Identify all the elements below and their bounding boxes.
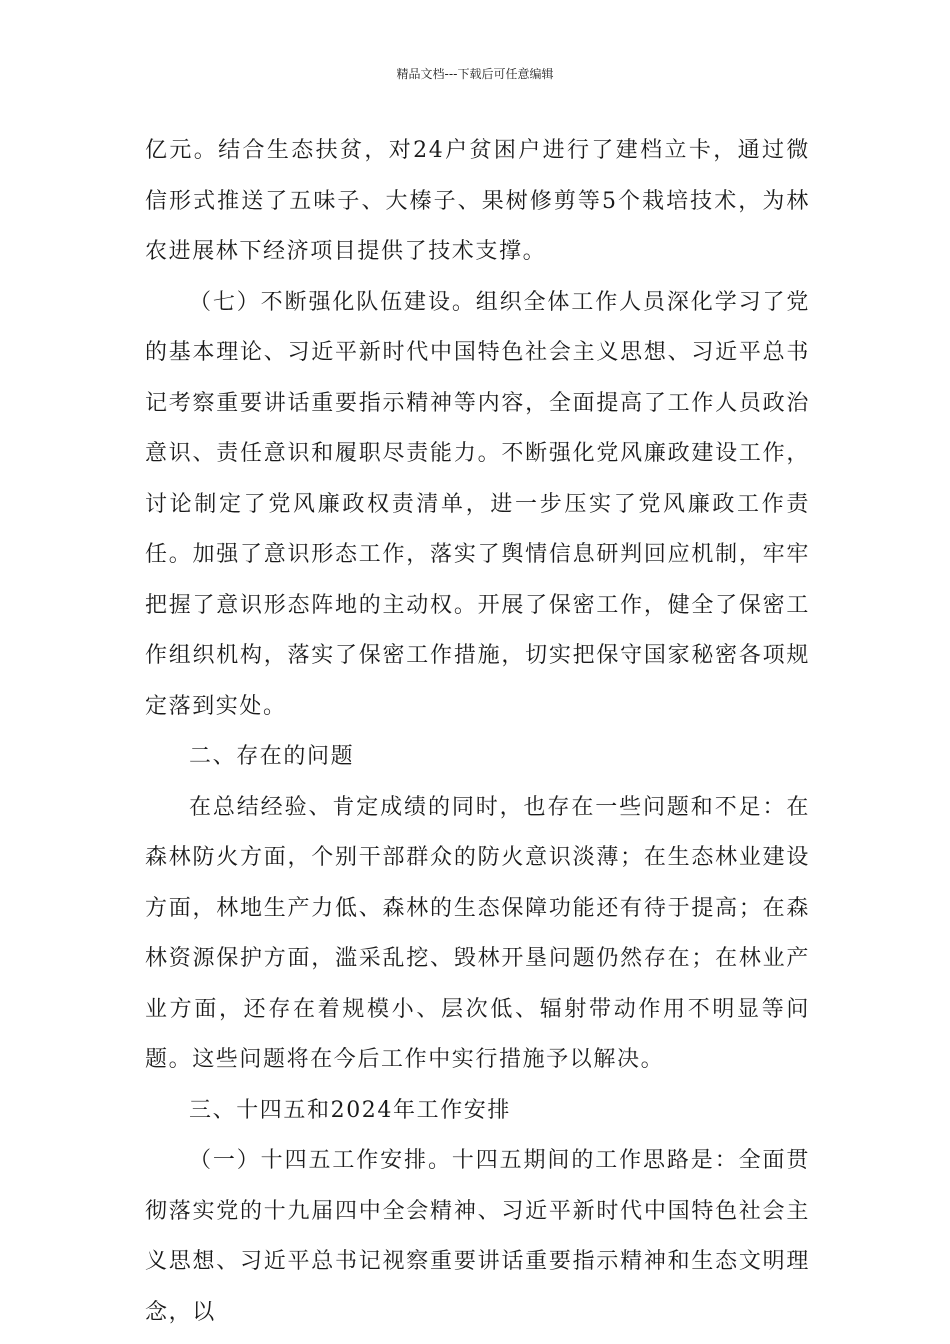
section-heading-problems: 二、存在的问题	[189, 744, 355, 769]
document-body	[145, 126, 810, 1338]
page-header: 精品文档---下载后可任意编辑	[396, 67, 554, 81]
paragraph-problems: 在总结经验、肯定成绩的同时，也存在一些问题和不足：在森林防火方面，个别干部群众的防火意识淡薄；在生态林业建设方面，林地生产力低、森林的生态保障功能还有待于提高；在森林资源保护方面，滥采乱挖、毁林开垦问题仍然存在；在林业产业方面，还存在着规模小、层次低、辐射带动作用不明显等问题。这些问题将在今后工作中实行措施予以解决。	[145, 794, 810, 1072]
paragraph-continuation: 亿元。结合生态扶贫，对24户贫困户进行了建档立卡，通过微信形式推送了五味子、大榛子、果树修剪等5个栽培技术，为林农进展林下经济项目提供了技术支撑。	[145, 138, 810, 264]
paragraph-team-building: （七）不断强化队伍建设。组织全体工作人员深化学习了党的基本理论、习近平新时代中国特色社会主义思想、习近平总书记考察重要讲话重要指示精神等内容，全面提高了工作人员政治意识、责任意识和履职尽责能力。不断强化党风廉政建设工作，讨论制定了党风廉政权责清单，进一步压实了党风廉政工作责任。加强了意识形态工作，落实了舆情信息研判回应机制，牢牢把握了意识形态阵地的主动权。开展了保密工作，健全了保密工作组织机构，落实了保密工作措施，切实把保守国家秘密各项规定落到实处。	[145, 289, 810, 719]
section-heading-work-plan: 三、十四五和2024年工作安排	[189, 1097, 511, 1123]
paragraph-work-plan: （一）十四五工作安排。十四五期间的工作思路是：全面贯彻落实党的十九届四中全会精神、习近平新时代中国特色社会主义思想、习近平总书记视察重要讲话重要指示精神和生态文明理念，以	[145, 1148, 810, 1325]
